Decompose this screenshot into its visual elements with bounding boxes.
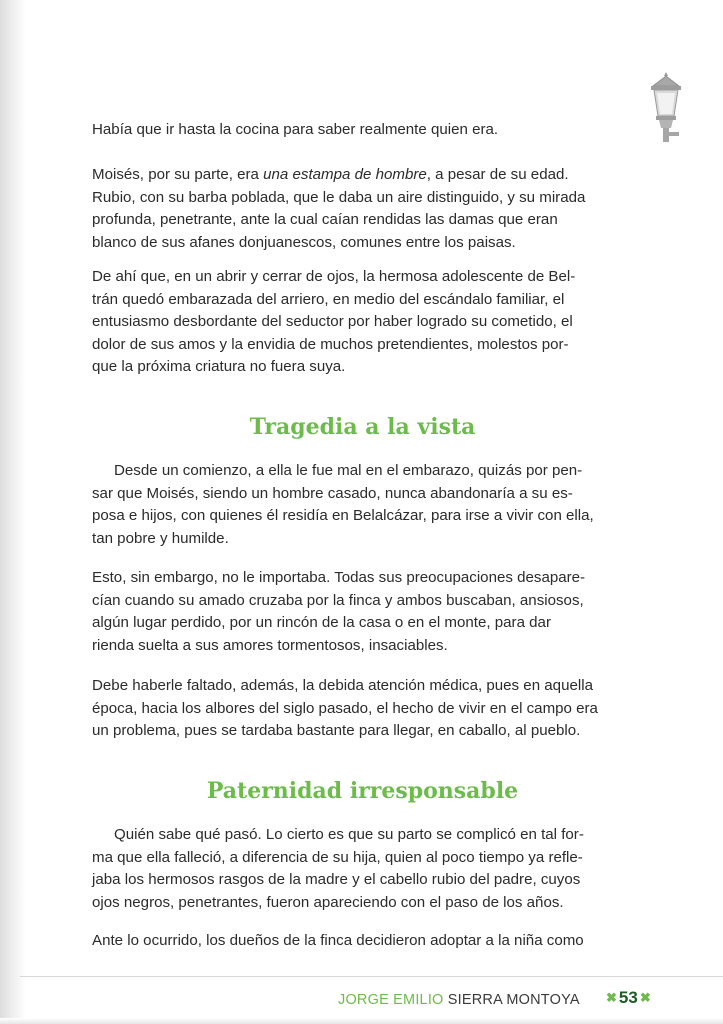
- page-footer: [0, 976, 723, 1024]
- text-line: Quién sabe qué pasó. Lo cierto es que su parto se complicó en tal for-: [114, 826, 584, 843]
- footer-divider: [20, 976, 723, 977]
- text-line: profunda, penetrante, ante la cual caían rendidas las damas que eran: [92, 211, 558, 228]
- text-line: Desde un comienzo, a ella le fue mal en el embarazo, quizás por pen-: [114, 462, 583, 479]
- section-heading-paternidad: Paternidad irresponsable: [206, 778, 519, 804]
- page-number-group: [604, 988, 653, 1008]
- page-gutter-shadow: [0, 0, 26, 1024]
- text-line: rienda suelta a sus amores tormentosos, insaciables.: [92, 636, 448, 654]
- text-line: De ahí que, en un abrir y cerrar de ojos, la hermosa adolescente de Bel-: [92, 268, 576, 285]
- paragraph-4: [92, 460, 633, 550]
- text-line: ma que ella falleció, a diferencia de su hija, quien al poco tiempo ya refle-: [92, 848, 583, 866]
- text-line: blanco de sus afanes donjuanescos, comunes entre los paisas.: [92, 233, 516, 251]
- author-last-name: SIERRA MONTOYA: [447, 992, 580, 1008]
- footer-author: [338, 992, 580, 1008]
- text-line: algún lugar perdido, por un rincón de la casa o en el monte, para dar: [92, 614, 551, 631]
- ornament-icon: ✖: [639, 990, 651, 1005]
- text-line: cían cuando su amado cruzaba por la finca y ambos buscaban, ansiosos,: [92, 591, 584, 609]
- italic-phrase: una estampa de hombre: [263, 166, 427, 183]
- text-line: Debe haberle faltado, además, la debida atención médica, pues en aquella: [92, 677, 593, 694]
- text-line: tan pobre y humilde.: [92, 529, 229, 547]
- page-bottom-edge: [0, 1018, 723, 1024]
- text-line: dolor de sus amos y la envidia de muchos pretendientes, molestos por-: [92, 335, 569, 353]
- text-line: posa e hijos, con quienes él residía en Belalcázar, para irse a vivir con ella,: [92, 507, 594, 524]
- text-line: jaba los hermosos rasgos de la madre y el cabello rubio del padre, cuyos: [92, 871, 581, 888]
- text-line: Había que ir hasta la cocina para saber realmente quien era.: [92, 121, 499, 138]
- text-line: sar que Moisés, siendo un hombre casado, nunca abandonaría a su es-: [92, 484, 573, 502]
- street-lamp-icon: [645, 70, 687, 146]
- ornament-icon: ✖: [606, 990, 617, 1005]
- text-span: Moisés, por su parte, era: [92, 166, 264, 183]
- paragraph-5: [92, 567, 633, 657]
- text-line: [92, 164, 633, 187]
- text-line: ojos negros, penetrantes, fueron apareciendo con el paso de los años.: [92, 893, 564, 911]
- author-first-name: JORGE EMILIO: [338, 992, 444, 1008]
- paragraph-6: [92, 675, 633, 743]
- text-line: época, hacia los albores del siglo pasado, el hecho de vivir en el campo era: [92, 699, 598, 717]
- text-line: un problema, pues se tardaba bastante para llegar, en caballo, al pueblo.: [92, 722, 581, 739]
- section-heading-tragedia: Tragedia a la vista: [249, 414, 476, 440]
- text-line: Ante lo ocurrido, los dueños de la finca decidieron adoptar a la niña como: [92, 932, 584, 949]
- text-line: Esto, sin embargo, no le importaba. Todas sus preocupaciones desapare-: [92, 569, 586, 586]
- paragraph-8: [92, 930, 633, 953]
- paragraph-1: [92, 119, 633, 142]
- paragraph-2: [92, 164, 633, 254]
- text-line: Rubio, con su barba poblada, que le daba un aire distinguido, y su mirada: [92, 188, 586, 206]
- paragraph-7: [92, 824, 633, 914]
- page-number: 53: [618, 988, 638, 1007]
- text-line: que la próxima criatura no fuera suya.: [92, 358, 346, 375]
- text-line: entusiasmo desbordante del seductor por haber logrado su cometido, el: [92, 313, 573, 330]
- paragraph-3: [92, 266, 633, 379]
- text-span: , a pesar de su edad.: [426, 166, 569, 183]
- text-line: trán quedó embarazada del arriero, en medio del escándalo familiar, el: [92, 290, 565, 308]
